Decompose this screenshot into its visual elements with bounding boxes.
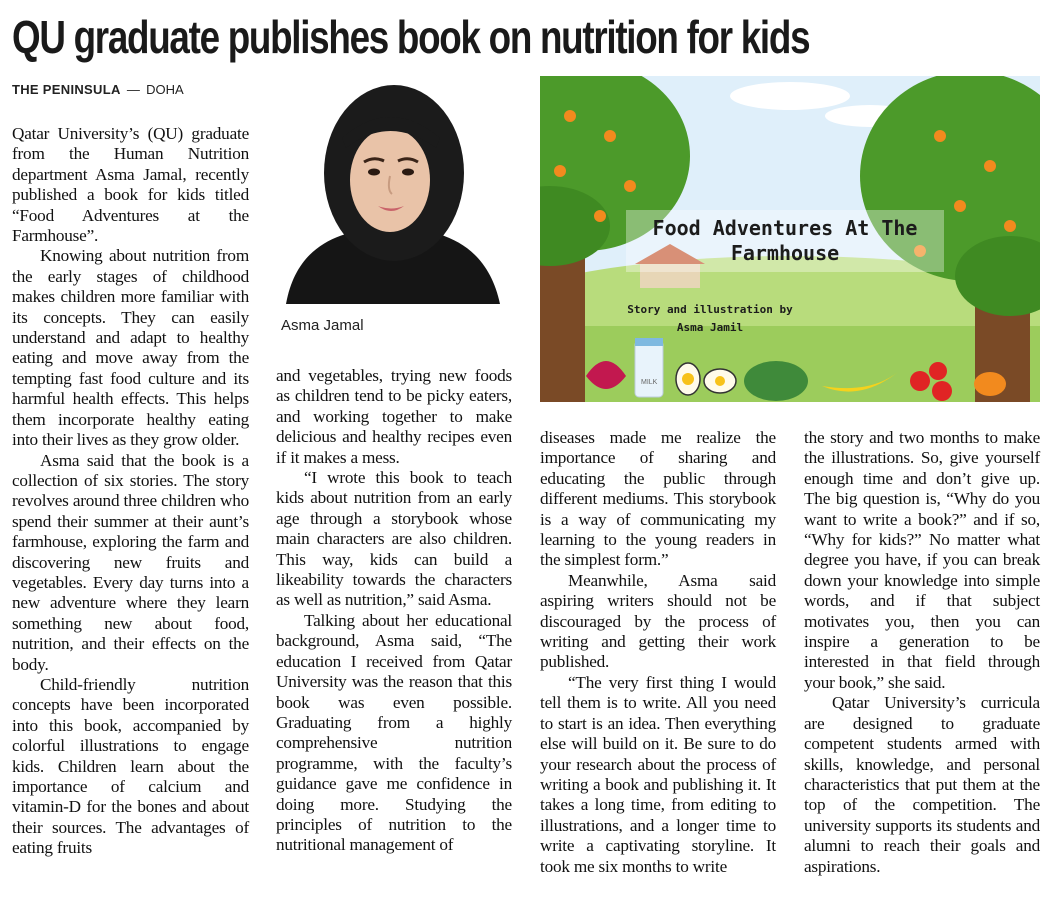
photo-caption: Asma Jamal	[281, 317, 364, 334]
article-paragraph: Knowing about nutrition from the early stages of childhood makes children more familiar with its concepts. They can easily understand and adapt to healthy eating and move away from the tempting fast food culture and its harmful health effects. This helps them incorporate healthy eating into their lives as they grow older.	[12, 246, 249, 450]
article-paragraph: diseases made me realize the importance of sharing and educating the public through different mediums. This storybook is a way of communicating my learning to the young readers in the simplest form.”	[540, 428, 776, 570]
article-column-3	[540, 428, 776, 877]
article-paragraph: “The very first thing I would tell them is to write. All you need to start is an idea. Then everything else will build on it. Be sure to do your research about the process of writing a book and publishing it. It takes a long time, from editing to illustrations, and a longer time to write a captivating storyline. It took me six months to write	[540, 672, 776, 876]
article-paragraph: Asma said that the book is a collection of six stories. The story revolves around three children who spend their summer at their aunt’s farmhouse, exploring the farm and discovering new fruits and vegetables. Every day turns into a new adventure where they learn something new about food, nutrition, and their effects on the body.	[12, 450, 249, 674]
book-cover-title-line1: Food Adventures At The	[652, 216, 918, 240]
book-cover-credit-line2: Asma Jamil	[676, 321, 744, 334]
book-cover-image	[540, 76, 1040, 402]
article-column-4	[804, 428, 1040, 877]
byline	[12, 82, 184, 97]
book-cover-title-line2: Farmhouse	[730, 241, 840, 265]
article-paragraph: Qatar University’s (QU) graduate from the Human Nutrition department Asma Jamal, recently published a book for kids titled “Food Adventures at the Farmhouse”.	[12, 124, 249, 246]
article-paragraph: “I wrote this book to teach kids about nutrition from an early age through a storybook whose main characters are also children. This way, kids can build a likeability towards the characters as well as nutrition,” said Asma.	[276, 468, 512, 610]
article-paragraph: and vegetables, trying new foods as children tend to be picky eaters, and working together to make delicious and healthy recipes even if it makes a mess.	[276, 366, 512, 467]
article-paragraph: the story and two months to make the illustrations. So, give yourself enough time and don’t give up. The big question is, “Why do you want to write a book?” and if so, “Why for kids?” No matter what degree you have, if you can break down your knowledge into simple words, and if that subject motivates you, then you can inspire a generation to be interested in that field through your book,” she said.	[804, 428, 1040, 692]
headline: QU graduate publishes book on nutrition for kids	[12, 11, 810, 63]
article-paragraph: Meanwhile, Asma said aspiring writers should not be discouraged by the process of writing and getting their work published.	[540, 570, 776, 672]
book-cover-credit-line1: Story and illustration by	[627, 303, 793, 316]
byline-source: THE PENINSULA	[12, 82, 121, 97]
article-column-1	[12, 124, 249, 859]
article-paragraph: Qatar University’s curricula are designed to graduate competent students armed with skills, knowledge, and personal characteristics that put them at the top of the competition. The university supports its students and alumni to reach their goals and aspirations.	[804, 693, 1040, 876]
byline-separator: —	[124, 82, 143, 97]
portrait-illustration	[276, 78, 508, 304]
author-portrait	[276, 78, 508, 304]
byline-location: DOHA	[146, 82, 184, 97]
article-paragraph: Talking about her educational background, Asma said, “The education I received from Qatar University was the reason that this book was even possible. Graduating from a highly comprehensive nutrition programme, with the faculty’s guidance gave me confidence in doing more. Studying the principles of nutrition to the nutritional management of	[276, 610, 512, 855]
book-cover-title	[620, 216, 950, 266]
milk-bottle-label: MILK	[641, 379, 658, 386]
article-paragraph: Child-friendly nutrition concepts have been incorporated into this book, accompanied by colorful illustrations to engage kids. Children learn about the importance of calcium and vitamin-D for the bones and about their sources. The advantages of eating fruits	[12, 674, 249, 858]
article-column-2	[276, 366, 512, 856]
book-cover-credit	[600, 301, 820, 337]
